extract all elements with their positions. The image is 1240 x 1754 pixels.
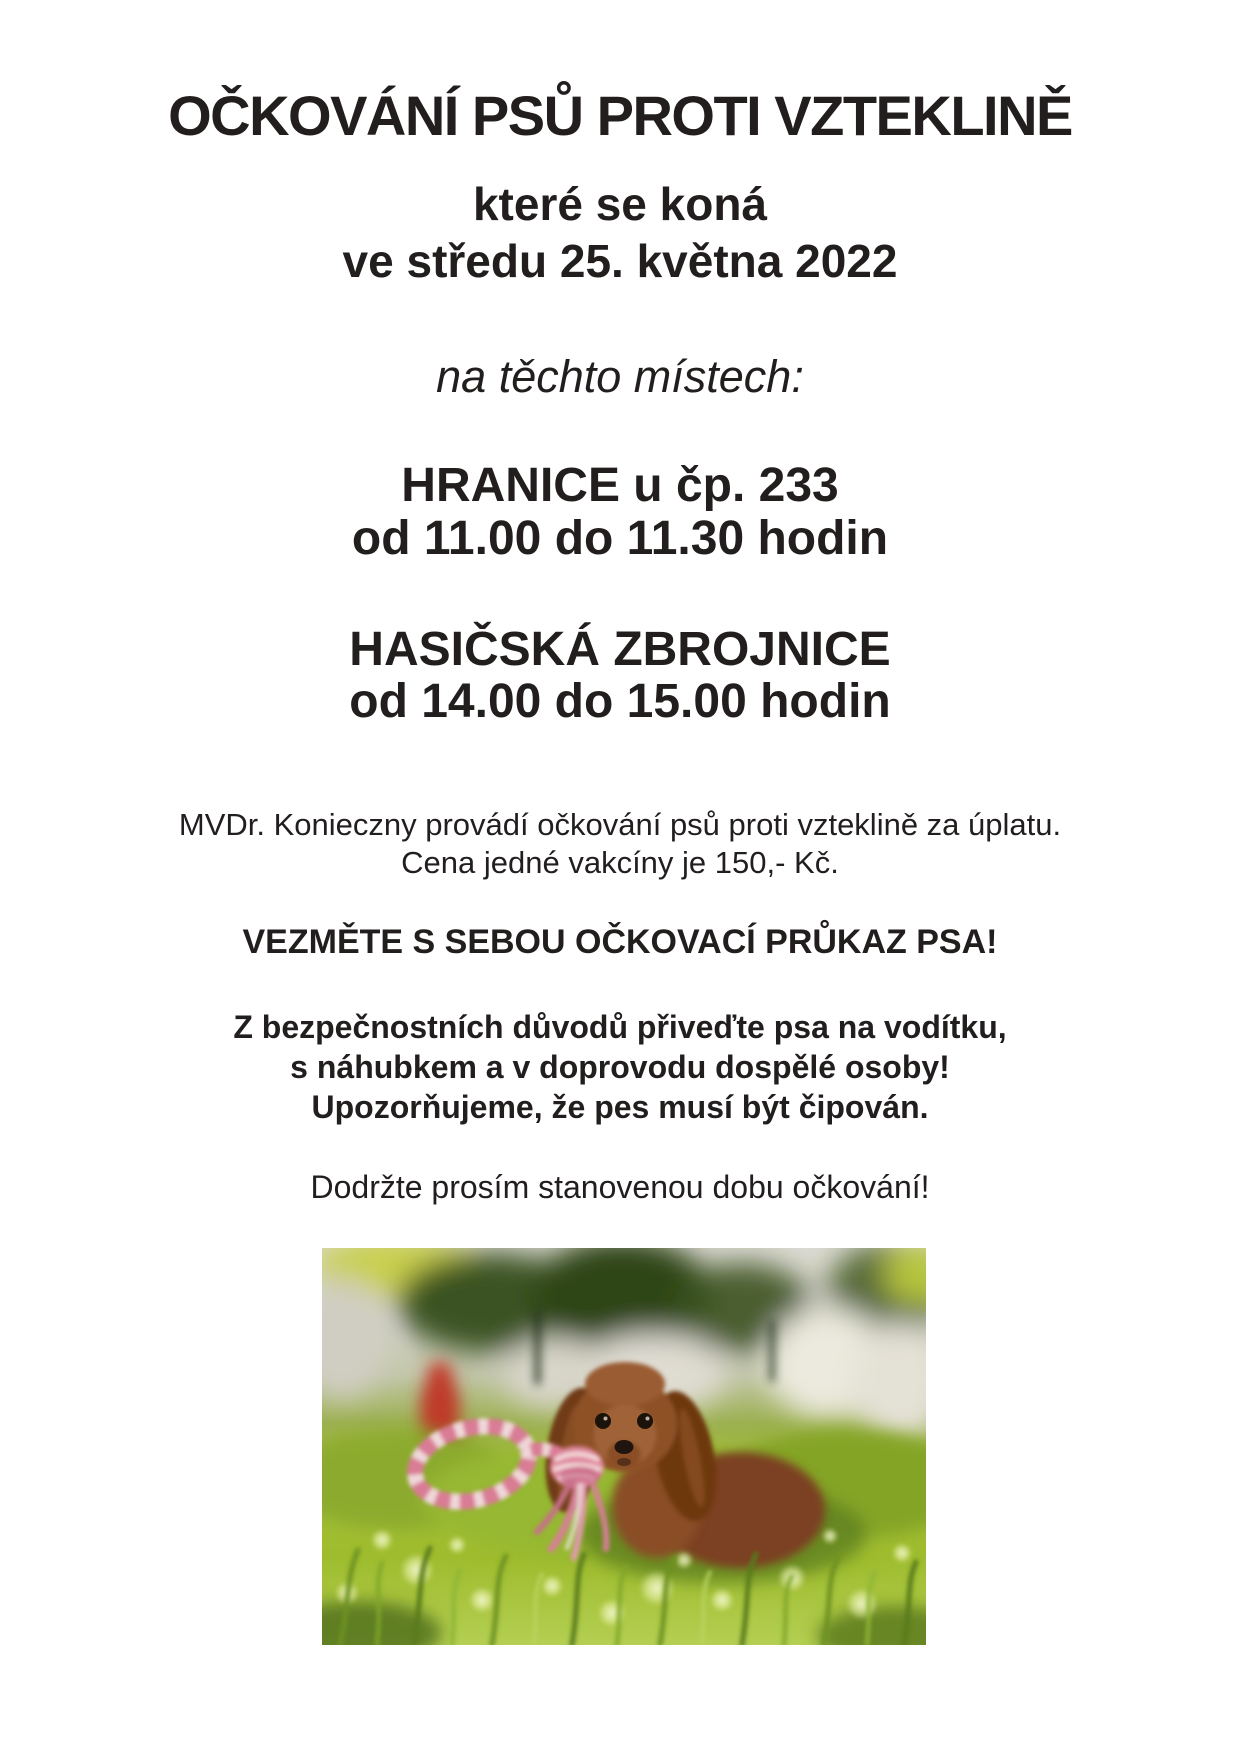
event-date: ve středu 25. května 2022	[342, 235, 898, 287]
puppy-photo	[322, 1248, 926, 1645]
safety-line-2: s náhubkem a v doprovodu dospělé osoby!	[290, 1049, 950, 1085]
vet-info-line: MVDr. Konieczny provádí očkování psů proti vzteklině za úplatu.	[178, 807, 1062, 842]
price-line: Cena jedné vakcíny je 150,- Kč.	[401, 845, 839, 880]
subtitle-line-1: které se koná	[472, 178, 768, 230]
safety-line-3: Upozorňujeme, že pes musí být čipován.	[311, 1089, 929, 1125]
location-2-name: HASIČSKÁ ZBROJNICE	[349, 623, 891, 676]
location-1-time: od 11.00 do 11.30 hodin	[351, 512, 889, 565]
safety-line-1: Z bezpečnostních důvodů přiveďte psa na vodítku,	[233, 1009, 1007, 1045]
page-title: OČKOVÁNÍ PSŮ PROTI VZTEKLINĚ	[168, 84, 1072, 147]
location-2-time: od 14.00 do 15.00 hodin	[349, 675, 891, 728]
closing-note: Dodržte prosím stanovenou dobu očkování!	[310, 1169, 930, 1205]
places-intro: na těchto místech:	[436, 351, 804, 402]
location-1-name: HRANICE u čp. 233	[401, 459, 839, 512]
vaccination-card-warning: VEZMĚTE S SEBOU OČKOVACÍ PRŮKAZ PSA!	[242, 923, 998, 961]
